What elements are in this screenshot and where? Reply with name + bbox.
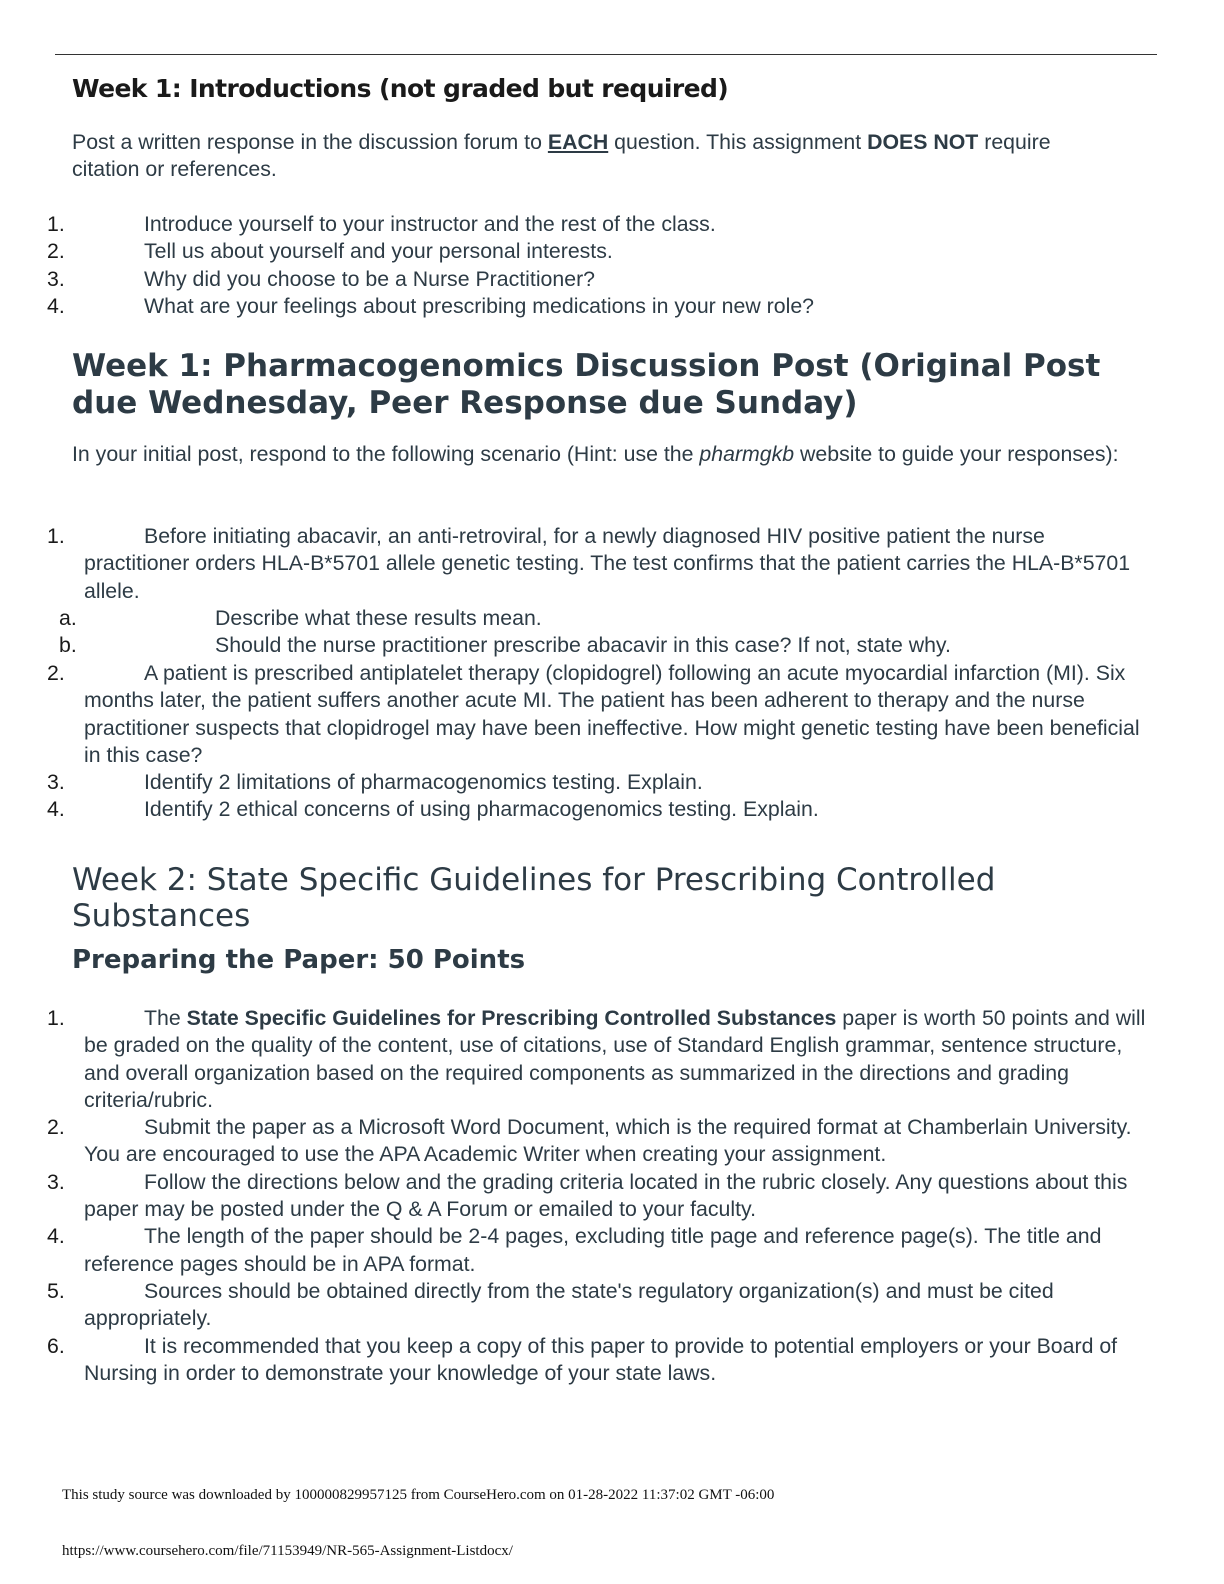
list-item xyxy=(47,266,1144,293)
list-item xyxy=(59,605,1152,632)
download-source-note: This study source was downloaded by 100000829957125 from CourseHero.com on 01-28-2022 11:37:02 GMT -06:00 xyxy=(62,1487,775,1503)
list-item xyxy=(47,660,1152,769)
list-item-text: Describe what these results mean. xyxy=(215,606,542,630)
intro-text-post: require citation or references. xyxy=(72,130,1051,181)
list-number: 4. xyxy=(47,293,65,318)
list-letter: b. xyxy=(59,633,77,658)
week2-heading: Week 2: State Specific Guidelines for Prescribing Controlled Substances xyxy=(72,862,996,934)
pharmgkb-emphasis: pharmgkb xyxy=(699,442,795,466)
list-item-text: paper is worth 50 points and will be graded on the quality of the content, use of citations, use of Standard English grammar, sentence structure, and overall organization based on the required components as summarized in the directions and grading criteria/rubric. xyxy=(84,1006,1146,1112)
week1-pharm-item1 xyxy=(47,523,1152,605)
list-number: 1. xyxy=(47,1006,65,1030)
list-item xyxy=(47,1169,1152,1224)
list-item-text: Follow the directions below and the grading criteria located in the rubric closely. Any questions about this paper may be posted under the Q & A Forum or emailed to your faculty. xyxy=(84,1169,1128,1222)
list-item xyxy=(47,1278,1152,1333)
week1-intro-questions xyxy=(47,211,1144,320)
intro-text-pre: Post a written response in the discussion forum to xyxy=(72,130,548,154)
list-item xyxy=(47,769,1152,796)
list-number: 3. xyxy=(47,1169,65,1194)
list-number: 1. xyxy=(47,212,65,236)
intro-text-mid: question. This assignment xyxy=(608,130,868,154)
list-number: 2. xyxy=(47,1115,65,1140)
week1-pharm-items-rest xyxy=(47,660,1152,824)
list-number: 4. xyxy=(47,1224,65,1249)
source-url[interactable]: https://www.coursehero.com/file/71153949/NR-565-Assignment-Listdocx/ xyxy=(62,1543,513,1559)
list-item-text: Introduce yourself to your instructor and the rest of the class. xyxy=(144,212,716,236)
pharm-intro-post: website to guide your responses): xyxy=(794,442,1119,466)
list-number: 3. xyxy=(47,266,65,291)
list-letter: a. xyxy=(59,606,77,630)
paper-title-emphasis: State Specific Guidelines for Prescribing Controlled Substances xyxy=(186,1006,837,1030)
list-item xyxy=(47,523,1152,605)
week1-pharm-subitems xyxy=(59,605,1152,660)
list-number: 5. xyxy=(47,1278,65,1303)
list-item-text: The xyxy=(144,1006,187,1030)
list-item-text: Tell us about yourself and your personal interests. xyxy=(144,239,613,264)
week1-intro-instructions xyxy=(72,129,1052,183)
list-item xyxy=(47,1223,1152,1278)
list-item-text: The length of the paper should be 2-4 pages, excluding title page and reference page(s). The title and reference pages should be in APA format. xyxy=(84,1224,1102,1276)
list-item-text: What are your feelings about prescribing medications in your new role? xyxy=(144,293,815,318)
week1-pharm-instructions xyxy=(72,441,1152,468)
list-item xyxy=(47,293,1144,320)
top-rule xyxy=(55,54,1157,55)
list-number: 2. xyxy=(47,661,65,685)
list-item xyxy=(59,632,1152,659)
list-item xyxy=(47,796,1152,823)
week1-intro-heading: Week 1: Introductions (not graded but required) xyxy=(72,74,729,103)
week1-pharm-heading: Week 1: Pharmacogenomics Discussion Post (Original Post due Wednesday, Peer Response due Sunday) xyxy=(72,348,1101,421)
list-number: 4. xyxy=(47,797,65,822)
week2-subheading: Preparing the Paper: 50 Points xyxy=(72,945,526,975)
list-item xyxy=(47,1333,1152,1388)
list-item xyxy=(47,238,1144,265)
list-item xyxy=(47,1114,1152,1169)
list-number: 3. xyxy=(47,770,65,795)
list-item-text: A patient is prescribed antiplatelet therapy (clopidogrel) following an acute myocardial infarction (MI). Six months later, the patient suffers another acute MI. The patient has been adherent to therapy and the nurse practitioner suspects that clopidrogel may have been ineffective. How might genetic testing have been beneficial in this case? xyxy=(84,661,1140,767)
list-number: 6. xyxy=(47,1333,65,1358)
intro-each-emphasis: EACH xyxy=(547,130,609,154)
list-item-text: Why did you choose to be a Nurse Practitioner? xyxy=(144,266,596,291)
list-item xyxy=(47,1005,1152,1114)
list-item-text: It is recommended that you keep a copy of this paper to provide to potential employers or your Board of Nursing in order to demonstrate your knowledge of your state laws. xyxy=(84,1333,1118,1385)
intro-does-not-emphasis: DOES NOT xyxy=(867,130,979,154)
list-item-text: Identify 2 limitations of pharmacogenomics testing. Explain. xyxy=(144,770,703,795)
list-item-text: Submit the paper as a Microsoft Word Document, which is the required format at Chamberlain University. You are encouraged to use the APA Academic Writer when creating your assignment. xyxy=(84,1115,1132,1167)
list-number: 2. xyxy=(47,239,65,264)
list-number: 1. xyxy=(47,524,65,548)
pharm-intro-pre: In your initial post, respond to the following scenario (Hint: use the xyxy=(72,442,700,466)
list-item-text: Sources should be obtained directly from the state's regulatory organization(s) and must be cited appropriately. xyxy=(84,1278,1054,1331)
list-item-text: Identify 2 ethical concerns of using pharmacogenomics testing. Explain. xyxy=(144,797,819,822)
list-item-text: Should the nurse practitioner prescribe abacavir in this case? If not, state why. xyxy=(215,633,951,658)
list-item-text: Before initiating abacavir, an anti-retroviral, for a newly diagnosed HIV positive patient the nurse practitioner orders HLA-B*5701 allele genetic testing. The test confirms that the patient carries the HLA-B*5701 allele. xyxy=(84,524,1131,603)
list-item xyxy=(47,211,1144,238)
week2-items xyxy=(47,1005,1152,1387)
